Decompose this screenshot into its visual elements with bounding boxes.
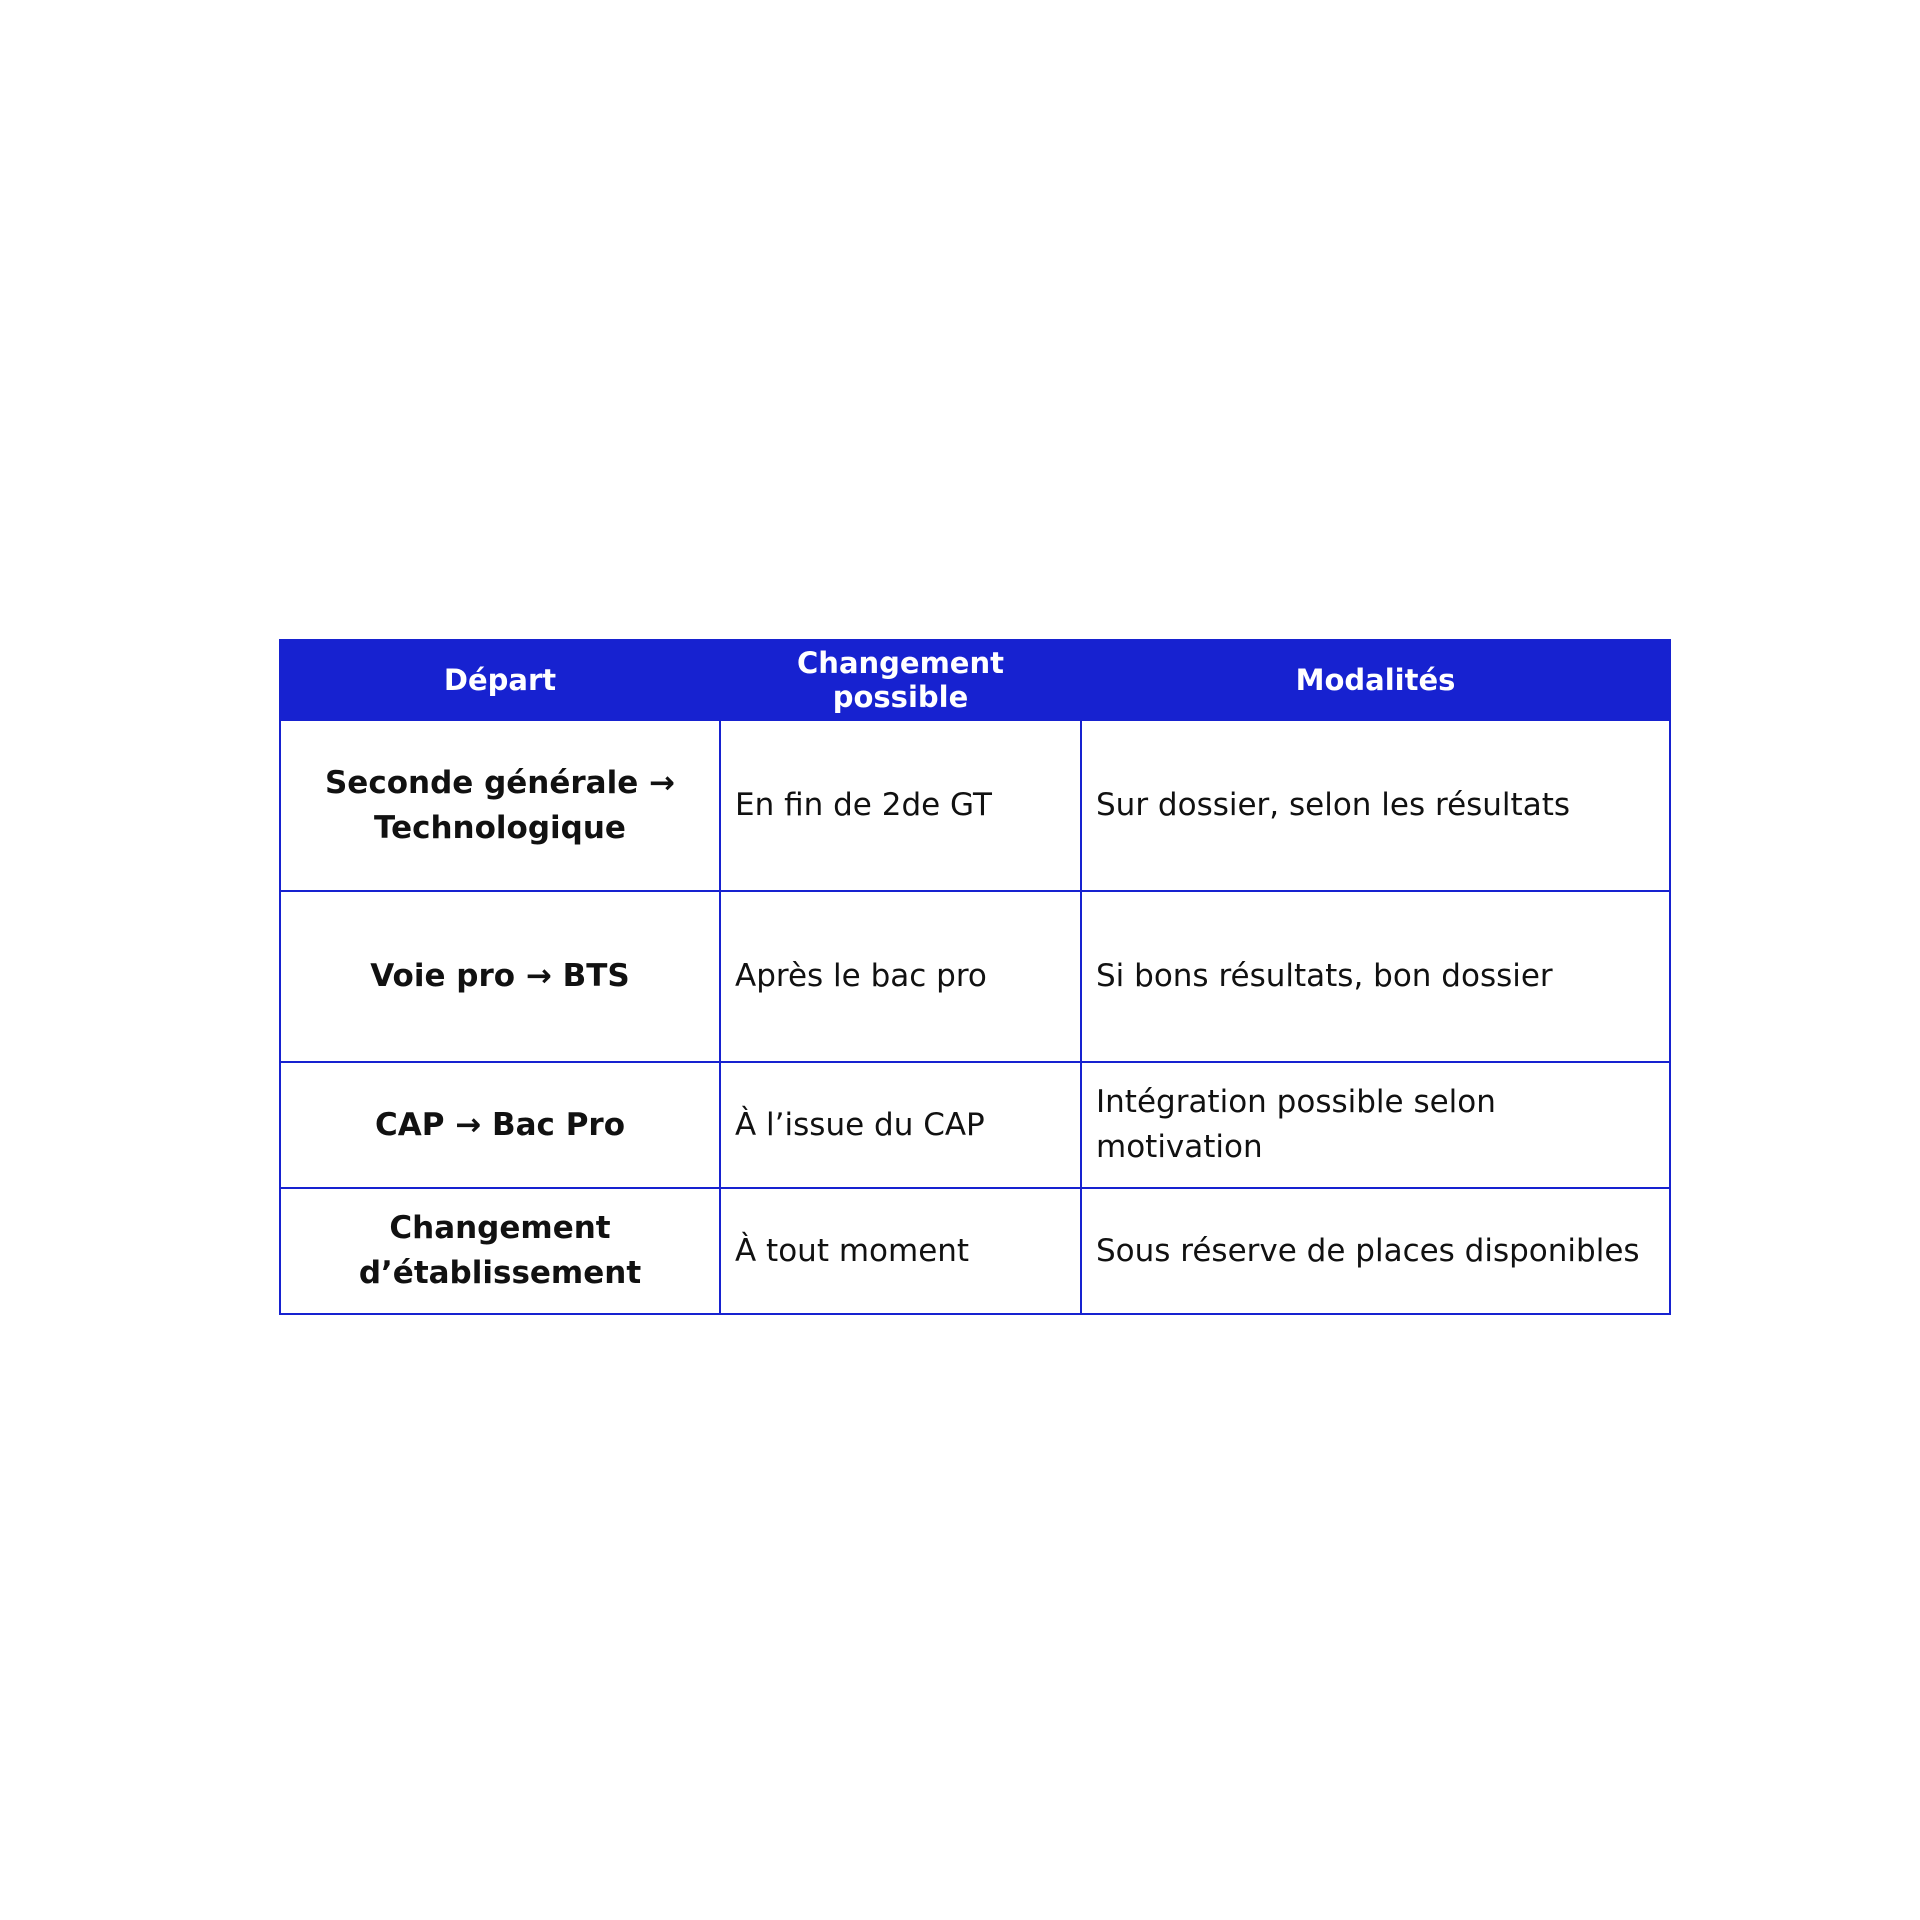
table-row [280, 891, 1670, 1062]
cell-modalites: Sur dossier, selon les résultats [1081, 720, 1670, 891]
cell-modalites: Intégration possible selon motivation [1081, 1062, 1670, 1188]
cell-changement: En fin de 2de GT [720, 720, 1081, 891]
cell-depart: Voie pro → BTS [280, 891, 720, 1062]
header-changement-possible: Changement possible [720, 640, 1081, 720]
cell-changement: Après le bac pro [720, 891, 1081, 1062]
cell-depart: CAP → Bac Pro [280, 1062, 720, 1188]
header-depart: Départ [280, 640, 720, 720]
header-modalites: Modalités [1081, 640, 1670, 720]
cell-modalites: Sous réserve de places disponibles [1081, 1188, 1670, 1314]
table-header [280, 640, 1670, 720]
cell-modalites: Si bons résultats, bon dossier [1081, 891, 1670, 1062]
orientation-table [279, 639, 1671, 1315]
header-row [280, 640, 1670, 720]
cell-depart: Seconde générale → Technologique [280, 720, 720, 891]
table-row [280, 720, 1670, 891]
cell-depart: Changement d’établissement [280, 1188, 720, 1314]
cell-changement: À tout moment [720, 1188, 1081, 1314]
table-row [280, 1062, 1670, 1188]
table-row [280, 1188, 1670, 1314]
cell-changement: À l’issue du CAP [720, 1062, 1081, 1188]
table-body [280, 720, 1670, 1314]
